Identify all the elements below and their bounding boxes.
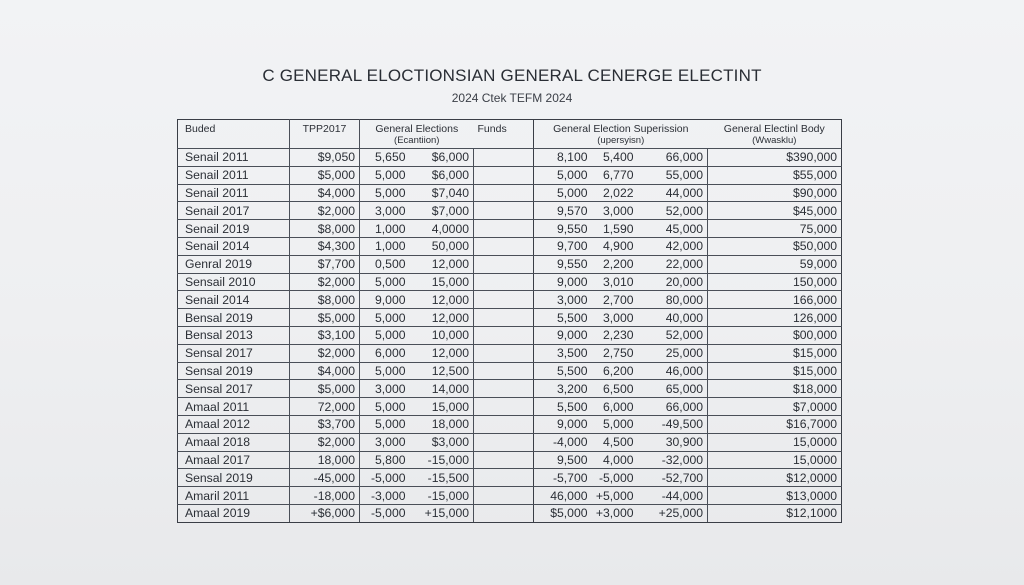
row-label-cell: Sensal 2019 — [178, 362, 290, 380]
row-label-cell: Amaal 2018 — [178, 433, 290, 451]
table-row — [178, 326, 842, 344]
supervision-cell-2: 5,000 — [592, 415, 638, 433]
funds-cell — [474, 326, 534, 344]
general-elections-amount-cell: 12,000 — [410, 255, 474, 273]
general-elections-amount-cell: 12,500 — [410, 362, 474, 380]
general-elections-cell: 5,000 — [360, 184, 410, 202]
funds-cell — [474, 149, 534, 167]
row-label-cell: Senail 2011 — [178, 166, 290, 184]
supervision-cell-2: -5,000 — [592, 469, 638, 487]
supervision-cell-3: -52,700 — [638, 469, 708, 487]
table-row — [178, 433, 842, 451]
funds-cell — [474, 309, 534, 327]
body-amount-cell: $18,000 — [758, 380, 842, 398]
body-spacer-cell — [708, 237, 758, 255]
tpp-cell: -45,000 — [290, 469, 360, 487]
supervision-cell-3: 22,000 — [638, 255, 708, 273]
funds-cell — [474, 255, 534, 273]
funds-cell — [474, 433, 534, 451]
general-elections-cell: 1,000 — [360, 220, 410, 238]
table-row — [178, 504, 842, 522]
supervision-cell-3: -32,000 — [638, 451, 708, 469]
body-spacer-cell — [708, 398, 758, 416]
body-amount-cell: $55,000 — [758, 166, 842, 184]
supervision-cell-3: 66,000 — [638, 149, 708, 167]
row-label-cell: Senail 2019 — [178, 220, 290, 238]
table-row — [178, 380, 842, 398]
body-amount-cell: $390,000 — [758, 149, 842, 167]
table-row — [178, 220, 842, 238]
supervision-cell-3: 66,000 — [638, 398, 708, 416]
tpp-cell: 72,000 — [290, 398, 360, 416]
table-row — [178, 255, 842, 273]
supervision-cell-3: +25,000 — [638, 504, 708, 522]
body-spacer-cell — [708, 202, 758, 220]
table-row — [178, 487, 842, 505]
tpp-cell: $4,000 — [290, 184, 360, 202]
general-elections-amount-cell: $6,000 — [410, 149, 474, 167]
funds-cell — [474, 291, 534, 309]
table-body — [178, 149, 842, 523]
general-elections-cell: 5,000 — [360, 273, 410, 291]
general-elections-cell: 0,500 — [360, 255, 410, 273]
supervision-cell-1: 3,200 — [534, 380, 592, 398]
tpp-cell: $4,300 — [290, 237, 360, 255]
general-elections-amount-cell: 15,000 — [410, 398, 474, 416]
table-row — [178, 469, 842, 487]
body-spacer-cell — [708, 309, 758, 327]
header-general-elections-main: General Elections — [375, 123, 459, 135]
supervision-cell-2: 2,750 — [592, 344, 638, 362]
row-label-cell: Sensal 2017 — [178, 380, 290, 398]
body-spacer-cell — [708, 362, 758, 380]
table-row — [178, 166, 842, 184]
general-elections-cell: 5,000 — [360, 309, 410, 327]
general-elections-cell: 5,000 — [360, 326, 410, 344]
supervision-cell-2: 2,200 — [592, 255, 638, 273]
general-elections-amount-cell: 12,000 — [410, 291, 474, 309]
supervision-cell-3: 25,000 — [638, 344, 708, 362]
supervision-cell-3: 40,000 — [638, 309, 708, 327]
funds-cell — [474, 184, 534, 202]
general-elections-cell: 5,650 — [360, 149, 410, 167]
tpp-cell: $3,700 — [290, 415, 360, 433]
general-elections-amount-cell: 15,000 — [410, 273, 474, 291]
row-label-cell: Amaril 2011 — [178, 487, 290, 505]
general-elections-cell: 9,000 — [360, 291, 410, 309]
tpp-cell: 18,000 — [290, 451, 360, 469]
general-elections-cell: 3,000 — [360, 380, 410, 398]
row-label-cell: Sensal 2017 — [178, 344, 290, 362]
row-label-cell: Sensal 2019 — [178, 469, 290, 487]
funds-cell — [474, 487, 534, 505]
supervision-cell-3: 52,000 — [638, 202, 708, 220]
supervision-cell-1: 46,000 — [534, 487, 592, 505]
supervision-cell-2: 6,000 — [592, 398, 638, 416]
general-elections-cell: 5,000 — [360, 398, 410, 416]
tpp-cell: $7,700 — [290, 255, 360, 273]
document-subtitle: 2024 Ctek TEFM 2024 — [451, 91, 573, 105]
supervision-cell-2: 3,010 — [592, 273, 638, 291]
supervision-cell-3: 45,000 — [638, 220, 708, 238]
supervision-cell-1: 9,000 — [534, 326, 592, 344]
table-header-row — [178, 120, 842, 149]
tpp-cell: $2,000 — [290, 202, 360, 220]
tpp-cell: $5,000 — [290, 309, 360, 327]
supervision-cell-2: 4,500 — [592, 433, 638, 451]
table-row — [178, 273, 842, 291]
supervision-cell-1: 5,500 — [534, 398, 592, 416]
supervision-cell-2: +3,000 — [592, 504, 638, 522]
supervision-cell-2: 6,770 — [592, 166, 638, 184]
supervision-cell-2: 6,200 — [592, 362, 638, 380]
supervision-cell-2: 4,000 — [592, 451, 638, 469]
supervision-cell-1: $5,000 — [534, 504, 592, 522]
supervision-cell-3: 52,000 — [638, 326, 708, 344]
general-elections-cell: 5,000 — [360, 362, 410, 380]
table-row — [178, 398, 842, 416]
body-spacer-cell — [708, 380, 758, 398]
supervision-cell-2: 2,022 — [592, 184, 638, 202]
supervision-cell-1: 5,000 — [534, 166, 592, 184]
body-amount-cell: 126,000 — [758, 309, 842, 327]
row-label-cell: Bensal 2013 — [178, 326, 290, 344]
supervision-cell-2: 3,000 — [592, 309, 638, 327]
row-label-cell: Amaal 2011 — [178, 398, 290, 416]
row-label-cell: Amaal 2012 — [178, 415, 290, 433]
header-supervision-main: General Election Superission — [553, 123, 689, 135]
general-elections-amount-cell: 12,000 — [410, 309, 474, 327]
body-amount-cell: 150,000 — [758, 273, 842, 291]
general-elections-cell: -5,000 — [360, 469, 410, 487]
general-elections-amount-cell: 50,000 — [410, 237, 474, 255]
general-elections-amount-cell: $6,000 — [410, 166, 474, 184]
supervision-cell-1: 9,000 — [534, 273, 592, 291]
supervision-cell-1: -5,700 — [534, 469, 592, 487]
body-spacer-cell — [708, 220, 758, 238]
header-col-funds: Funds — [474, 120, 534, 149]
supervision-cell-3: 44,000 — [638, 184, 708, 202]
supervision-cell-1: 5,500 — [534, 362, 592, 380]
general-elections-cell: -3,000 — [360, 487, 410, 505]
supervision-cell-1: 9,570 — [534, 202, 592, 220]
tpp-cell: +$6,000 — [290, 504, 360, 522]
row-label-cell: Bensal 2019 — [178, 309, 290, 327]
body-amount-cell: $90,000 — [758, 184, 842, 202]
general-elections-cell: 3,000 — [360, 202, 410, 220]
supervision-cell-2: 2,230 — [592, 326, 638, 344]
body-spacer-cell — [708, 149, 758, 167]
supervision-cell-2: 2,700 — [592, 291, 638, 309]
tpp-cell: $8,000 — [290, 220, 360, 238]
general-elections-amount-cell: $7,040 — [410, 184, 474, 202]
general-elections-cell: 6,000 — [360, 344, 410, 362]
body-spacer-cell — [708, 415, 758, 433]
supervision-cell-1: 9,700 — [534, 237, 592, 255]
body-spacer-cell — [708, 504, 758, 522]
general-elections-cell: 5,000 — [360, 166, 410, 184]
supervision-cell-1: 3,500 — [534, 344, 592, 362]
body-amount-cell: 75,000 — [758, 220, 842, 238]
funds-cell — [474, 220, 534, 238]
body-amount-cell: $13,0000 — [758, 487, 842, 505]
body-amount-cell: $12,1000 — [758, 504, 842, 522]
body-amount-cell: $16,7000 — [758, 415, 842, 433]
tpp-cell: $9,050 — [290, 149, 360, 167]
row-label-cell: Senail 2017 — [178, 202, 290, 220]
header-col-supervision — [534, 120, 708, 149]
supervision-cell-1: 9,550 — [534, 220, 592, 238]
body-amount-cell: 166,000 — [758, 291, 842, 309]
general-elections-cell: -5,000 — [360, 504, 410, 522]
funds-cell — [474, 362, 534, 380]
general-elections-amount-cell: -15,500 — [410, 469, 474, 487]
general-elections-amount-cell: 14,000 — [410, 380, 474, 398]
funds-cell — [474, 237, 534, 255]
supervision-cell-2: +5,000 — [592, 487, 638, 505]
table-row — [178, 344, 842, 362]
body-amount-cell: 15,0000 — [758, 451, 842, 469]
funds-cell — [474, 344, 534, 362]
body-spacer-cell — [708, 433, 758, 451]
tpp-cell: $2,000 — [290, 273, 360, 291]
header-col-general-elections — [360, 120, 474, 149]
table-row — [178, 202, 842, 220]
general-elections-amount-cell: -15,000 — [410, 451, 474, 469]
supervision-cell-3: 46,000 — [638, 362, 708, 380]
funds-cell — [474, 202, 534, 220]
general-elections-amount-cell: $7,000 — [410, 202, 474, 220]
supervision-cell-1: 9,000 — [534, 415, 592, 433]
supervision-cell-1: 5,500 — [534, 309, 592, 327]
supervision-cell-3: 30,900 — [638, 433, 708, 451]
row-label-cell: Sensail 2010 — [178, 273, 290, 291]
funds-cell — [474, 451, 534, 469]
header-general-elections-sub: (Ecantiion) — [394, 135, 440, 146]
row-label-cell: Genral 2019 — [178, 255, 290, 273]
body-amount-cell: 15,0000 — [758, 433, 842, 451]
supervision-cell-1: -4,000 — [534, 433, 592, 451]
supervision-cell-1: 8,100 — [534, 149, 592, 167]
general-elections-amount-cell: -15,000 — [410, 487, 474, 505]
general-elections-amount-cell: 10,000 — [410, 326, 474, 344]
tpp-cell: $2,000 — [290, 344, 360, 362]
general-elections-amount-cell: +15,000 — [410, 504, 474, 522]
general-elections-cell: 5,000 — [360, 415, 410, 433]
body-spacer-cell — [708, 255, 758, 273]
general-elections-cell: 1,000 — [360, 237, 410, 255]
header-body-sub: (Wwasklu) — [752, 135, 797, 146]
row-label-cell: Amaal 2017 — [178, 451, 290, 469]
table-row — [178, 237, 842, 255]
row-label-cell: Senail 2014 — [178, 291, 290, 309]
supervision-cell-3: 80,000 — [638, 291, 708, 309]
general-elections-amount-cell: 12,000 — [410, 344, 474, 362]
funds-cell — [474, 415, 534, 433]
body-spacer-cell — [708, 273, 758, 291]
supervision-cell-1: 9,550 — [534, 255, 592, 273]
tpp-cell: -18,000 — [290, 487, 360, 505]
general-elections-cell: 3,000 — [360, 433, 410, 451]
table-row — [178, 291, 842, 309]
table-row — [178, 184, 842, 202]
body-spacer-cell — [708, 166, 758, 184]
header-supervision-sub: (upersyisn) — [597, 135, 645, 146]
body-spacer-cell — [708, 487, 758, 505]
supervision-cell-1: 3,000 — [534, 291, 592, 309]
body-amount-cell: $45,000 — [758, 202, 842, 220]
row-label-cell: Amaal 2019 — [178, 504, 290, 522]
funds-cell — [474, 398, 534, 416]
body-amount-cell: $15,000 — [758, 362, 842, 380]
general-elections-amount-cell: $3,000 — [410, 433, 474, 451]
document-title: C GENERAL ELOCTIONSIAN GENERAL CENERGE ELECTINT — [262, 66, 762, 85]
body-spacer-cell — [708, 184, 758, 202]
election-funds-table — [177, 119, 842, 523]
supervision-cell-2: 6,500 — [592, 380, 638, 398]
supervision-cell-3: -44,000 — [638, 487, 708, 505]
table-row — [178, 451, 842, 469]
tpp-cell: $5,000 — [290, 380, 360, 398]
row-label-cell: Senail 2011 — [178, 149, 290, 167]
body-amount-cell: $50,000 — [758, 237, 842, 255]
body-amount-cell: $7,0000 — [758, 398, 842, 416]
body-amount-cell: $00,000 — [758, 326, 842, 344]
body-spacer-cell — [708, 451, 758, 469]
table-row — [178, 149, 842, 167]
body-spacer-cell — [708, 344, 758, 362]
tpp-cell: $4,000 — [290, 362, 360, 380]
table-row — [178, 309, 842, 327]
supervision-cell-3: 42,000 — [638, 237, 708, 255]
row-label-cell: Senail 2011 — [178, 184, 290, 202]
header-body-main: General Electinl Body — [723, 123, 825, 135]
supervision-cell-3: 55,000 — [638, 166, 708, 184]
supervision-cell-3: -49,500 — [638, 415, 708, 433]
body-spacer-cell — [708, 326, 758, 344]
body-amount-cell: $12,0000 — [758, 469, 842, 487]
supervision-cell-1: 5,000 — [534, 184, 592, 202]
body-amount-cell: 59,000 — [758, 255, 842, 273]
table-row — [178, 362, 842, 380]
supervision-cell-2: 5,400 — [592, 149, 638, 167]
header-col-label: Buded — [178, 120, 290, 149]
header-col-body — [708, 120, 842, 149]
funds-cell — [474, 504, 534, 522]
header-col-tpp: TPP2017 — [290, 120, 360, 149]
supervision-cell-3: 20,000 — [638, 273, 708, 291]
body-spacer-cell — [708, 469, 758, 487]
general-elections-amount-cell: 18,000 — [410, 415, 474, 433]
supervision-cell-2: 4,900 — [592, 237, 638, 255]
general-elections-amount-cell: 4,0000 — [410, 220, 474, 238]
supervision-cell-2: 3,000 — [592, 202, 638, 220]
body-spacer-cell — [708, 291, 758, 309]
funds-cell — [474, 273, 534, 291]
supervision-cell-3: 65,000 — [638, 380, 708, 398]
table-row — [178, 415, 842, 433]
funds-cell — [474, 380, 534, 398]
funds-cell — [474, 469, 534, 487]
supervision-cell-2: 1,590 — [592, 220, 638, 238]
row-label-cell: Senail 2014 — [178, 237, 290, 255]
supervision-cell-1: 9,500 — [534, 451, 592, 469]
tpp-cell: $5,000 — [290, 166, 360, 184]
body-amount-cell: $15,000 — [758, 344, 842, 362]
tpp-cell: $3,100 — [290, 326, 360, 344]
tpp-cell: $8,000 — [290, 291, 360, 309]
funds-cell — [474, 166, 534, 184]
general-elections-cell: 5,800 — [360, 451, 410, 469]
tpp-cell: $2,000 — [290, 433, 360, 451]
